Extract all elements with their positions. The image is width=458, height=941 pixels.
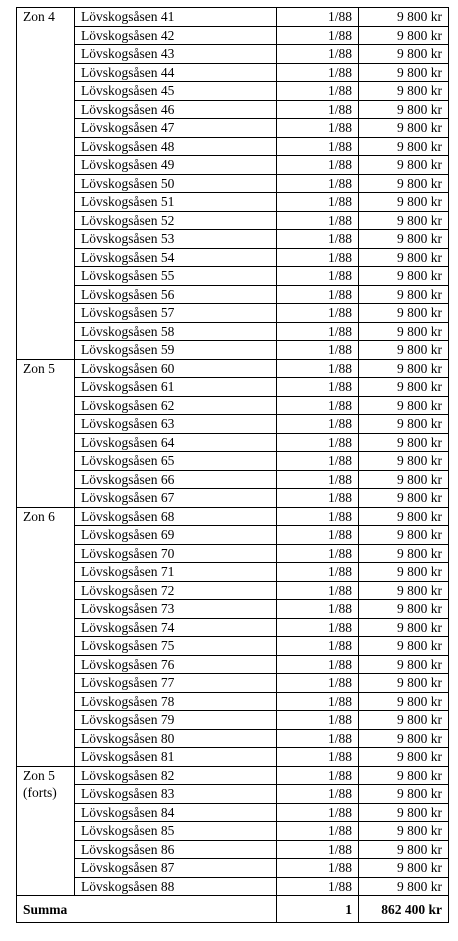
table-row [17,563,449,582]
share-fraction: 1/88 [277,359,359,378]
amount-value: 9 800 kr [359,322,449,341]
property-name: Lövskogsåsen 42 [75,26,277,45]
amount-value: 9 800 kr [359,489,449,508]
property-name: Lövskogsåsen 63 [75,415,277,434]
amount-value: 9 800 kr [359,711,449,730]
amount-value: 9 800 kr [359,26,449,45]
property-name: Lövskogsåsen 80 [75,729,277,748]
property-name: Lövskogsåsen 76 [75,655,277,674]
amount-value: 9 800 kr [359,230,449,249]
property-name: Lövskogsåsen 50 [75,174,277,193]
share-fraction: 1/88 [277,211,359,230]
share-fraction: 1/88 [277,193,359,212]
table-row [17,341,449,360]
property-name: Lövskogsåsen 43 [75,45,277,64]
share-fraction: 1/88 [277,174,359,193]
property-name: Lövskogsåsen 86 [75,840,277,859]
amount-value: 9 800 kr [359,359,449,378]
property-name: Lövskogsåsen 44 [75,63,277,82]
share-fraction: 1/88 [277,8,359,27]
property-name: Lövskogsåsen 77 [75,674,277,693]
property-name: Lövskogsåsen 70 [75,544,277,563]
table-row [17,785,449,804]
share-fraction: 1/88 [277,655,359,674]
amount-value: 9 800 kr [359,341,449,360]
property-name: Lövskogsåsen 71 [75,563,277,582]
amount-value: 9 800 kr [359,637,449,656]
property-name: Lövskogsåsen 58 [75,322,277,341]
table-row [17,82,449,101]
share-fraction: 1/88 [277,785,359,804]
share-fraction: 1/88 [277,100,359,119]
table-row [17,63,449,82]
amount-value: 9 800 kr [359,285,449,304]
share-fraction: 1/88 [277,507,359,526]
share-fraction: 1/88 [277,600,359,619]
table-row [17,470,449,489]
amount-value: 9 800 kr [359,174,449,193]
amount-value: 9 800 kr [359,600,449,619]
summary-amount: 862 400 kr [359,896,449,923]
property-name: Lövskogsåsen 41 [75,8,277,27]
table-row [17,230,449,249]
amount-value: 9 800 kr [359,729,449,748]
table-row [17,8,449,27]
table-row [17,156,449,175]
property-name: Lövskogsåsen 65 [75,452,277,471]
table-row [17,248,449,267]
amount-value: 9 800 kr [359,137,449,156]
amount-value: 9 800 kr [359,193,449,212]
table-row [17,452,449,471]
share-fraction: 1/88 [277,766,359,785]
table-row [17,378,449,397]
share-fraction: 1/88 [277,674,359,693]
amount-value: 9 800 kr [359,655,449,674]
table-row [17,822,449,841]
property-name: Lövskogsåsen 85 [75,822,277,841]
share-fraction: 1/88 [277,415,359,434]
table-row [17,267,449,286]
table-row [17,359,449,378]
property-name: Lövskogsåsen 52 [75,211,277,230]
amount-value: 9 800 kr [359,248,449,267]
amount-value: 9 800 kr [359,692,449,711]
share-fraction: 1/88 [277,322,359,341]
table-row [17,748,449,767]
property-name: Lövskogsåsen 87 [75,859,277,878]
zone-label [17,766,75,896]
table-row [17,137,449,156]
amount-value: 9 800 kr [359,8,449,27]
amount-value: 9 800 kr [359,63,449,82]
property-name: Lövskogsåsen 73 [75,600,277,619]
property-name: Lövskogsåsen 74 [75,618,277,637]
amount-value: 9 800 kr [359,507,449,526]
property-name: Lövskogsåsen 53 [75,230,277,249]
share-fraction: 1/88 [277,711,359,730]
table-row [17,415,449,434]
share-fraction: 1/88 [277,396,359,415]
share-fraction: 1/88 [277,156,359,175]
amount-value: 9 800 kr [359,378,449,397]
amount-value: 9 800 kr [359,156,449,175]
table-row [17,174,449,193]
zone-label-line: Zon 5 [23,360,55,376]
share-fraction: 1/88 [277,82,359,101]
share-fraction: 1/88 [277,119,359,138]
share-fraction: 1/88 [277,877,359,896]
table-row [17,637,449,656]
table-row [17,304,449,323]
table-row [17,729,449,748]
table-row [17,859,449,878]
amount-value: 9 800 kr [359,415,449,434]
table-row [17,26,449,45]
share-fraction: 1/88 [277,45,359,64]
amount-value: 9 800 kr [359,859,449,878]
summary-label: Summa [17,896,75,923]
zone-label-line: Zon 4 [23,9,55,24]
table-row [17,489,449,508]
amount-value: 9 800 kr [359,45,449,64]
property-name: Lövskogsåsen 55 [75,267,277,286]
table-row [17,840,449,859]
property-name: Lövskogsåsen 48 [75,137,277,156]
amount-value: 9 800 kr [359,748,449,767]
property-name: Lövskogsåsen 57 [75,304,277,323]
amount-value: 9 800 kr [359,304,449,323]
table-row [17,674,449,693]
share-fraction: 1/88 [277,137,359,156]
table-row [17,766,449,785]
property-name: Lövskogsåsen 81 [75,748,277,767]
amount-value: 9 800 kr [359,211,449,230]
property-name: Lövskogsåsen 84 [75,803,277,822]
table-row [17,396,449,415]
table-row [17,803,449,822]
table-row [17,119,449,138]
share-fraction: 1/88 [277,840,359,859]
table-row [17,544,449,563]
property-name: Lövskogsåsen 83 [75,785,277,804]
table-row [17,692,449,711]
share-fraction: 1/88 [277,285,359,304]
property-name: Lövskogsåsen 60 [75,359,277,378]
share-fraction: 1/88 [277,581,359,600]
table-row [17,193,449,212]
amount-value: 9 800 kr [359,433,449,452]
share-fraction: 1/88 [277,748,359,767]
amount-value: 9 800 kr [359,877,449,896]
property-name: Lövskogsåsen 68 [75,507,277,526]
amount-value: 9 800 kr [359,581,449,600]
amount-value: 9 800 kr [359,470,449,489]
property-name: Lövskogsåsen 45 [75,82,277,101]
summary-spacer [75,896,277,923]
property-name: Lövskogsåsen 59 [75,341,277,360]
share-fraction: 1/88 [277,692,359,711]
property-name: Lövskogsåsen 64 [75,433,277,452]
zone-label [17,507,75,766]
property-name: Lövskogsåsen 75 [75,637,277,656]
property-name: Lövskogsåsen 54 [75,248,277,267]
property-name: Lövskogsåsen 82 [75,766,277,785]
share-fraction: 1/88 [277,526,359,545]
table-row [17,526,449,545]
property-name: Lövskogsåsen 88 [75,877,277,896]
amount-value: 9 800 kr [359,396,449,415]
table-row [17,100,449,119]
amount-value: 9 800 kr [359,766,449,785]
table-row [17,581,449,600]
share-fraction: 1/88 [277,563,359,582]
amount-value: 9 800 kr [359,544,449,563]
share-fraction: 1/88 [277,248,359,267]
amount-value: 9 800 kr [359,785,449,804]
table-row [17,433,449,452]
zone-label-line: Zon 6 [23,508,55,524]
amount-value: 9 800 kr [359,563,449,582]
table-body [17,8,449,923]
amount-value: 9 800 kr [359,267,449,286]
share-fraction: 1/88 [277,304,359,323]
share-fraction: 1/88 [277,729,359,748]
table-row [17,618,449,637]
share-fraction: 1/88 [277,544,359,563]
property-name: Lövskogsåsen 72 [75,581,277,600]
summary-row [17,896,449,923]
amount-value: 9 800 kr [359,803,449,822]
property-name: Lövskogsåsen 61 [75,378,277,397]
share-fraction: 1/88 [277,230,359,249]
amount-value: 9 800 kr [359,618,449,637]
zone-label [17,8,75,360]
property-name: Lövskogsåsen 46 [75,100,277,119]
property-name: Lövskogsåsen 56 [75,285,277,304]
amount-value: 9 800 kr [359,452,449,471]
table-row [17,285,449,304]
table-row [17,711,449,730]
share-fraction: 1/88 [277,470,359,489]
property-name: Lövskogsåsen 66 [75,470,277,489]
table-row [17,600,449,619]
amount-value: 9 800 kr [359,82,449,101]
share-fraction: 1/88 [277,489,359,508]
amount-value: 9 800 kr [359,674,449,693]
share-fraction: 1/88 [277,433,359,452]
table-row [17,507,449,526]
property-name: Lövskogsåsen 67 [75,489,277,508]
table-row [17,322,449,341]
share-fraction: 1/88 [277,378,359,397]
share-fraction: 1/88 [277,267,359,286]
share-fraction: 1/88 [277,63,359,82]
table-row [17,877,449,896]
zone-label-line: (forts) [23,784,57,800]
property-name: Lövskogsåsen 49 [75,156,277,175]
property-name: Lövskogsåsen 78 [75,692,277,711]
share-fraction: 1/88 [277,822,359,841]
zone-label [17,359,75,507]
table-row [17,211,449,230]
amount-value: 9 800 kr [359,840,449,859]
amount-value: 9 800 kr [359,119,449,138]
table-row [17,655,449,674]
property-name: Lövskogsåsen 69 [75,526,277,545]
share-fraction: 1/88 [277,618,359,637]
share-fraction: 1/88 [277,859,359,878]
share-fraction: 1/88 [277,26,359,45]
property-name: Lövskogsåsen 79 [75,711,277,730]
share-fraction: 1/88 [277,341,359,360]
amount-value: 9 800 kr [359,526,449,545]
zone-label-line: Zon 5 [23,767,55,783]
summary-share: 1 [277,896,359,923]
cost-allocation-table [16,7,449,923]
property-name: Lövskogsåsen 51 [75,193,277,212]
share-fraction: 1/88 [277,803,359,822]
table-row [17,45,449,64]
property-name: Lövskogsåsen 62 [75,396,277,415]
amount-value: 9 800 kr [359,100,449,119]
share-fraction: 1/88 [277,452,359,471]
amount-value: 9 800 kr [359,822,449,841]
share-fraction: 1/88 [277,637,359,656]
property-name: Lövskogsåsen 47 [75,119,277,138]
